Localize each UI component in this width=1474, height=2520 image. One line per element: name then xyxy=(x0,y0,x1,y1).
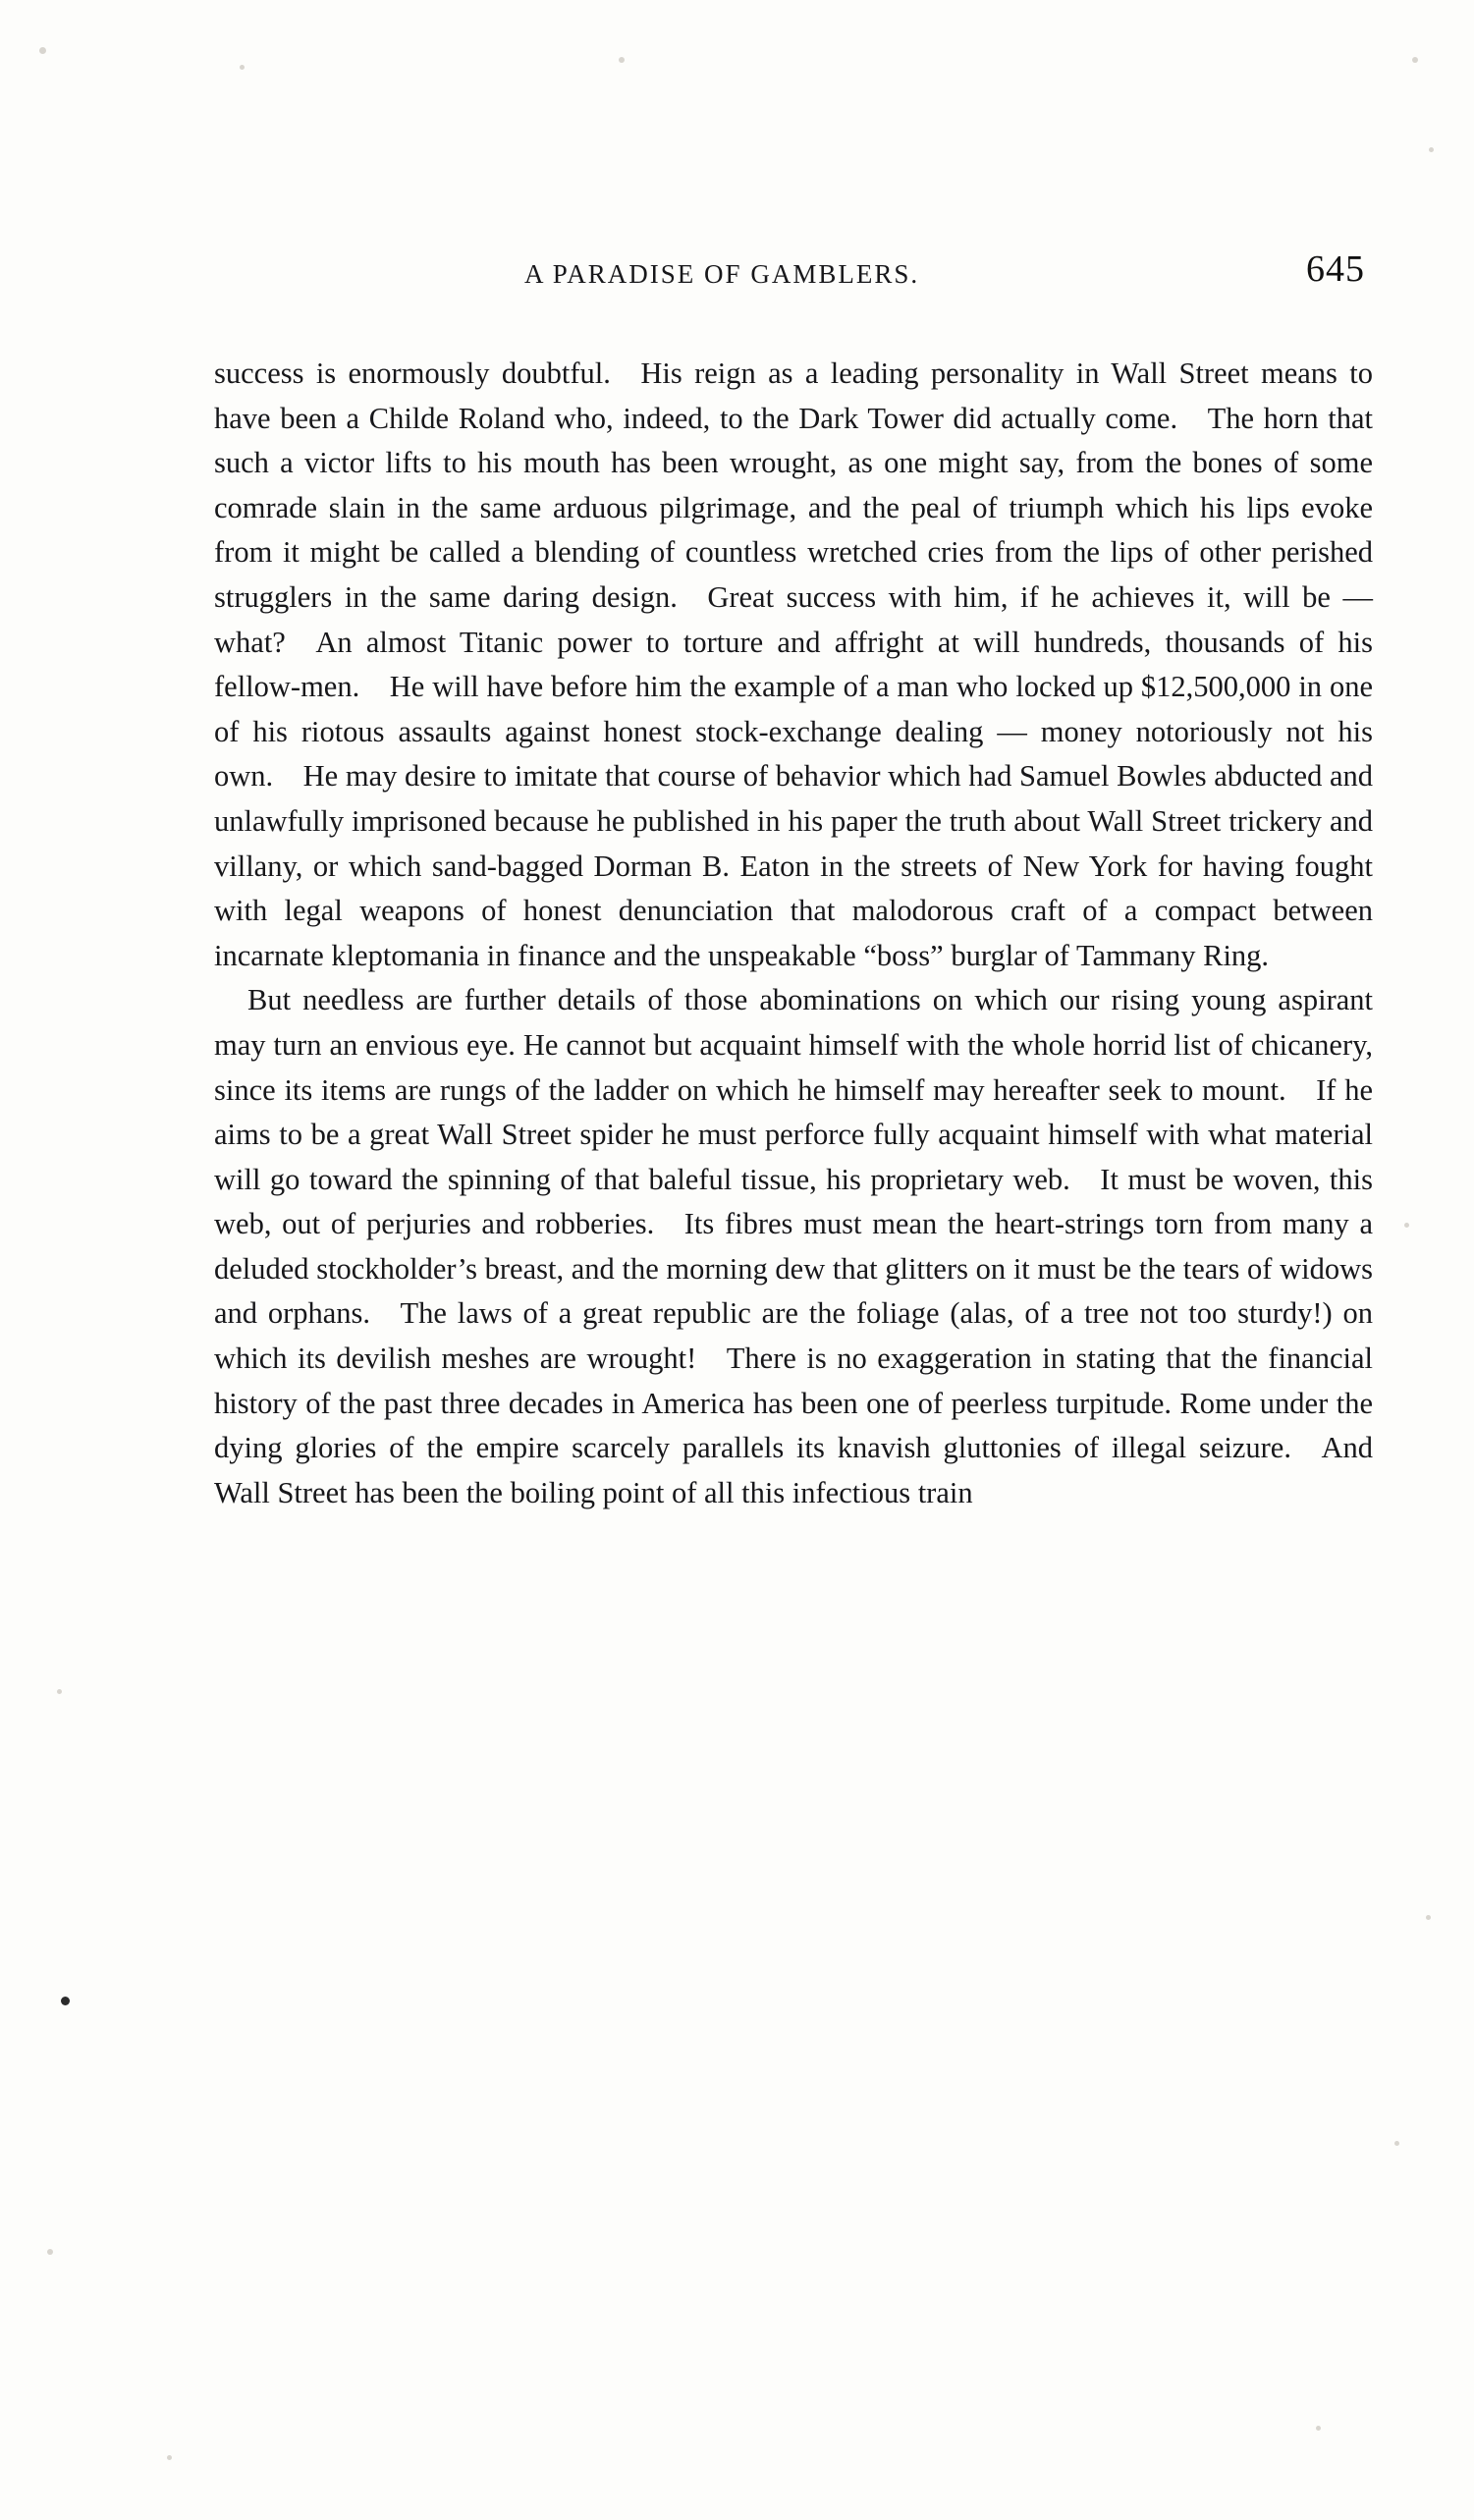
body-paragraph: But needless are further details of those abominations on which our rising young aspirant may turn an envious eye. He cannot but acquaint himself with the whole horrid list of chicanery, since its items are rungs of the ladder on which he himself may hereafter seek to mount. If he aims to be a great Wall Street spider he must perforce fully acquaint himself with what material will go toward the spinning of that baleful tissue, his proprietary web. It must be woven, this web, out of perjuries and robberies. Its fibres must mean the heart-strings torn from many a deluded stockholder’s breast, and the morning dew that glitters on it must be the tears of widows and orphans. The laws of a great republic are the foliage (alas, of a tree not too sturdy!) on which its devilish meshes are wrought! There is no exaggeration in stating that the financial history of the past three decades in America has been one of peerless turpitude. Rome under the dying glories of the empire scarcely parallels its knavish gluttonies of illegal seizure. And Wall Street has been the boiling point of all this infectious train xyxy=(214,983,1373,1509)
paper-speck xyxy=(1394,2141,1399,2146)
paper-speck xyxy=(619,57,625,63)
paper-speck xyxy=(1429,147,1434,152)
paper-speck xyxy=(1316,2426,1321,2431)
paper-speck xyxy=(47,2249,53,2255)
paper-speck xyxy=(1412,57,1418,63)
body-paragraph: success is enormously doubtful. His reign as a leading personality in Wall Street means to have been a Childe Roland who, indeed, to the Dark Tower did actually come. The horn that such a victor lifts to his mouth has been wrought, as one might say, from the bones of some comrade slain in the same arduous pilgrimage, and the peal of triumph which his lips evoke from it might be called a blending of countless wretched cries from the lips of other perished strugglers in the same daring design. Great success with him, if he achieves it, will be — what? An almost Titanic power to torture and affright at will hundreds, thousands of his fellow-men. He will have before him the example of a man who locked up $12,500,000 in one of his riotous assaults against honest stock-exchange dealing — money notoriously not his own. He may desire to imitate that course of behavior which had Samuel Bowles abducted and unlawfully imprisoned because he published in his paper the truth about Wall Street trickery and villany, or which sand-bagged Dorman B. Eaton in the streets of New York for having fought with legal weapons of honest denunciation that malodorous craft of a compact between incarnate kleptomania in finance and the unspeakable “boss” burglar of Tammany Ring. xyxy=(214,356,1373,972)
page-content xyxy=(214,248,1373,1515)
running-head xyxy=(214,248,1373,306)
paper-speck xyxy=(1404,1223,1409,1228)
paper-speck xyxy=(240,65,245,70)
paper-speck xyxy=(1426,1915,1431,1920)
paper-speck xyxy=(39,47,46,54)
paper-speck xyxy=(57,1689,62,1694)
paper-speck xyxy=(167,2455,172,2460)
page-number: 645 xyxy=(1306,248,1365,290)
margin-ink-dot xyxy=(61,1997,70,2005)
running-head-title: A PARADISE OF GAMBLERS. xyxy=(524,259,920,289)
